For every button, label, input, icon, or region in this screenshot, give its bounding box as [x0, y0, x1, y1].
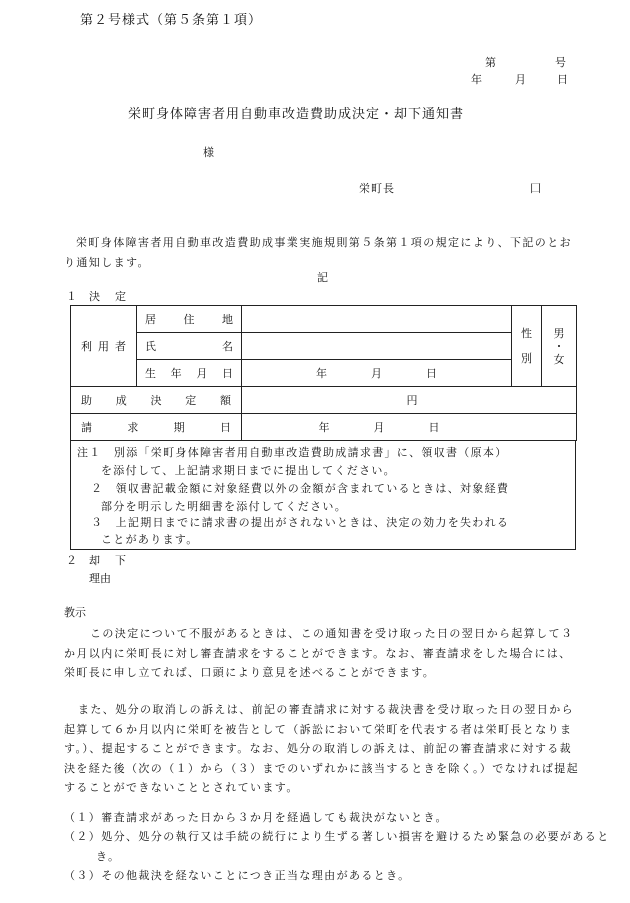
- addressee-suffix: 様: [203, 146, 214, 159]
- kyouji-item-3: （３）その他裁決を経ないことにつき正当な理由があるとき。: [64, 869, 411, 882]
- date-month: 月: [515, 73, 526, 86]
- note-3-line1: ３ 上記期日までに請求書の提出がされないときは、決定の効力を失われる: [91, 516, 510, 529]
- kyouji-item-2: （２）処分、処分の執行又は手続の続行により生ずる著しい損害を避けるため緊急の必要があるとき。: [64, 830, 610, 863]
- sex-value-cell: [542, 306, 577, 387]
- section1-label: 決 定: [89, 290, 128, 303]
- decision-table: [70, 305, 577, 441]
- note-2-line1: ２ 領収書記載金額に対象経費以外の金額が含まれているときは、対象経費: [91, 482, 510, 495]
- address-label-char: 住: [183, 312, 195, 326]
- sex-label-char: 別: [521, 352, 532, 365]
- birth-month: 月: [371, 366, 382, 380]
- sex-label-char: 性: [521, 327, 532, 340]
- birth-value-cell: [242, 360, 512, 387]
- deadline-month: 月: [373, 420, 385, 434]
- birth-year: 年: [316, 366, 327, 380]
- intro-paragraph: 栄町身体障害者用自動車改造費助成事業実施規則第５条第１項の規定により、下記のとおり通知します。: [64, 236, 572, 269]
- name-label-char: 名: [222, 339, 233, 353]
- user-label-char: 用: [98, 339, 109, 353]
- issuer-name: 栄町長: [359, 182, 395, 195]
- rejection-reason-label: 理由: [89, 572, 111, 585]
- name-label-char: 氏: [145, 339, 156, 353]
- name-value-cell: [242, 333, 512, 360]
- address-label-char: 地: [222, 312, 233, 326]
- note-1-line1: 注１ 別添「栄町身体障害者用自動車改造費助成請求書」に、領収書（原本）: [77, 446, 508, 459]
- date-day: 日: [557, 73, 568, 86]
- sex-female: 女: [553, 352, 565, 366]
- document-title: 栄町身体障害者用自動車改造費助成決定・却下通知書: [128, 107, 465, 122]
- form-number: 第２号様式（第５条第１項）: [80, 13, 263, 28]
- name-label-cell: [137, 333, 242, 360]
- note-1-line2: を添付して、上記請求期日までに提出してください。: [101, 464, 396, 477]
- user-label-char: 者: [115, 339, 126, 353]
- section1-number: １: [66, 290, 77, 303]
- amount-label-char: 助: [81, 393, 92, 407]
- birth-label-char: 生: [145, 366, 156, 380]
- deadline-label-char: 求: [127, 420, 139, 434]
- deadline-value-cell: [242, 414, 577, 441]
- sex-male: 男: [553, 326, 565, 340]
- number-go: 号: [555, 56, 566, 69]
- ki-label: 記: [317, 271, 328, 284]
- amount-label-char: 定: [185, 393, 197, 407]
- amount-value-cell: [242, 387, 577, 414]
- birth-label-char: 月: [196, 366, 208, 380]
- birth-label-char: 日: [221, 366, 233, 380]
- address-label-char: 居: [145, 312, 156, 326]
- deadline-label-char: 請: [81, 420, 92, 434]
- user-label-char: 利: [81, 339, 92, 353]
- notes-box: [70, 440, 576, 550]
- sex-dot: ・: [553, 339, 565, 353]
- date-year: 年: [471, 73, 482, 86]
- birth-label-char: 年: [170, 366, 182, 380]
- seal-mark: 囗: [530, 182, 541, 195]
- user-label-cell: [71, 306, 137, 387]
- deadline-day: 日: [428, 420, 440, 434]
- sex-label-cell: [512, 306, 542, 387]
- note-3-line2: ことがあります。: [101, 533, 199, 546]
- birth-label-cell: [137, 360, 242, 387]
- note-2-line2: 部分を明示した明細書を添付してください。: [101, 500, 347, 513]
- deadline-year: 年: [318, 420, 330, 434]
- kyouji-heading: 教示: [64, 606, 86, 619]
- amount-label-cell: [71, 387, 242, 414]
- deadline-label-cell: [71, 414, 242, 441]
- address-label-cell: [137, 306, 242, 333]
- address-value-cell: [242, 306, 512, 333]
- kyouji-paragraph-1: この決定について不服があるときは、この通知書を受け取った日の翌日から起算して３か月以内に栄町長に対し審査請求をすることができます。なお、審査請求をした場合には、栄町長に申し立てれば、口頭により意見を述べることができます。: [64, 627, 574, 679]
- number-dai: 第: [485, 56, 496, 69]
- section2-number: ２: [66, 554, 77, 567]
- amount-label-char: 額: [220, 393, 231, 407]
- birth-day: 日: [426, 366, 437, 380]
- amount-label-char: 成: [115, 393, 127, 407]
- deadline-label-char: 期: [173, 420, 185, 434]
- kyouji-item-1: （１）審査請求があった日から３か月を経過しても裁決がないとき。: [64, 811, 448, 824]
- amount-label-char: 決: [150, 393, 162, 407]
- deadline-label-char: 日: [219, 420, 231, 434]
- amount-unit: 円: [406, 393, 418, 407]
- kyouji-paragraph-2: また、処分の取消しの訴えは、前記の審査請求に対する裁決書を受け取った日の翌日から起算して６か月以内に栄町を被告として（訴訟において栄町を代表する者は栄町長となります。）、提起することができます。なお、処分の取消しの訴えは、前記の審査請求に対する裁決を経た後（次の（１）から（３）までのいずれかに該当するときを除く。）でなければ提起することができないこととされています。: [64, 703, 580, 794]
- section2-label: 却 下: [89, 554, 128, 567]
